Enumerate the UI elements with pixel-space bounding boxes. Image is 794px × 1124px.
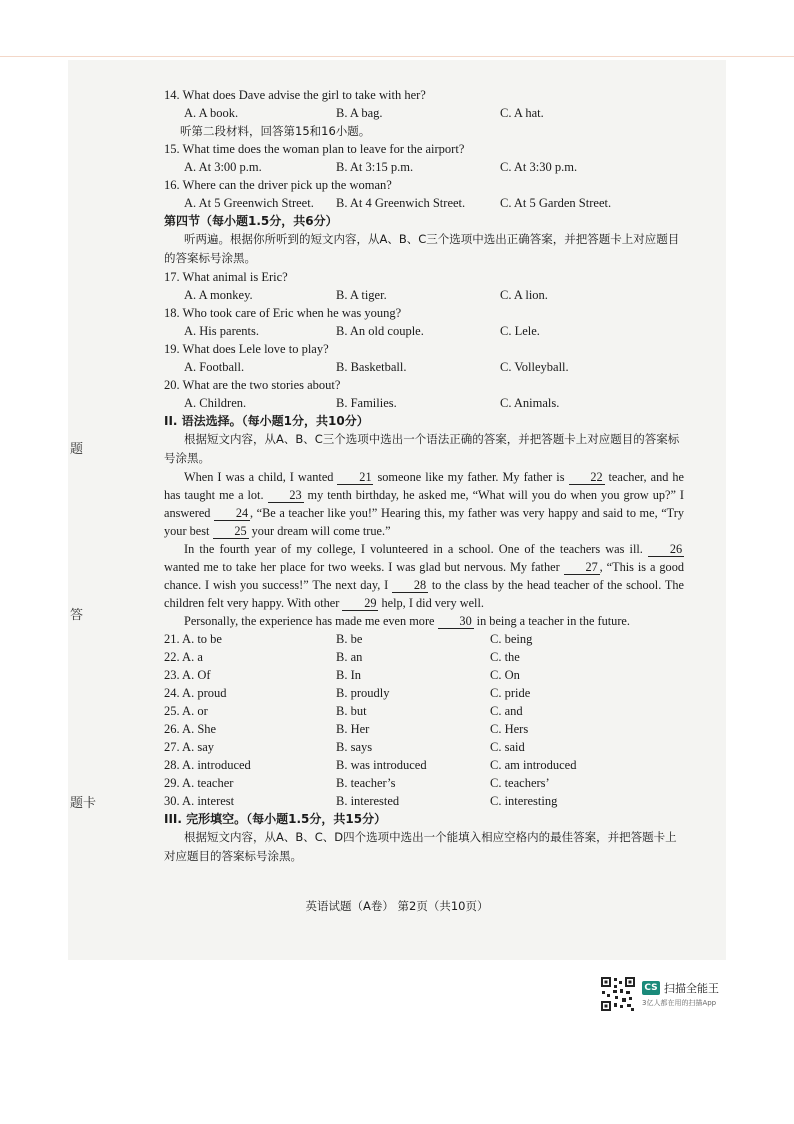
choice-b: B. was introduced: [336, 758, 427, 772]
option-c: C. A hat.: [500, 106, 544, 120]
scanner-watermark: [600, 976, 730, 1012]
choice-b: B. In: [336, 668, 361, 682]
choice-c: C. am introduced: [490, 758, 577, 772]
option-c: C. At 3:30 p.m.: [500, 160, 578, 174]
choice-row-25: [164, 702, 684, 720]
choice-c: C. interesting: [490, 794, 558, 808]
choice-row-24: [164, 684, 684, 702]
choice-a: 25. A. or: [164, 704, 208, 718]
option-b: B. A bag.: [336, 106, 383, 120]
blank-29: 29: [342, 596, 378, 611]
part-2-title: II. 语法选择。（每小题1分，共10分）: [164, 414, 369, 428]
choice-a: 21. A. to be: [164, 632, 222, 646]
question-17-stem: 17. What animal is Eric?: [164, 270, 288, 284]
choice-row-29: [164, 774, 684, 792]
passage-text: wanted me to take her place for two weeks. I was glad but nervous. My father: [164, 560, 564, 574]
blank-23: 23: [268, 488, 304, 503]
passage-paragraph-2: [164, 540, 684, 612]
qr-code-icon: [600, 976, 636, 1012]
question-19-options: [164, 358, 684, 376]
question-15-options: [164, 158, 684, 176]
exam-content: [164, 86, 684, 866]
option-a: A. Children.: [184, 396, 247, 410]
choice-b: B. be: [336, 632, 363, 646]
question-17-options: [164, 286, 684, 304]
passage-text: Personally, the experience has made me even more: [184, 614, 438, 628]
option-a: A. A book.: [184, 106, 239, 120]
choice-row-23: [164, 666, 684, 684]
choice-a: 22. A. a: [164, 650, 203, 664]
choice-row-27: [164, 738, 684, 756]
choice-c: C. said: [490, 740, 525, 754]
choice-a: 23. A. Of: [164, 668, 211, 682]
option-b: B. An old couple.: [336, 324, 424, 338]
option-a: A. At 5 Greenwich Street.: [184, 196, 314, 210]
passage-text: my tenth birthday, he asked me, “What will you do when you grow up?” I answered: [164, 488, 684, 520]
part-3-instructions: 根据短文内容，从A、B、C、D四个选项中选出一个能填入相应空格内的最佳答案，并把答题卡上对应题目的答案标号涂黑。: [164, 830, 677, 863]
scanner-app-name: 扫描全能王: [664, 982, 719, 995]
passage-text: someone like my father. My father is: [373, 470, 569, 484]
choice-row-21: [164, 630, 684, 648]
option-b: B. A tiger.: [336, 288, 387, 302]
question-14-stem: 14. What does Dave advise the girl to take with her?: [164, 88, 426, 102]
passage-text: to the class by the head teacher of the school. The children felt very happy. With other: [164, 578, 684, 610]
passage-text: teacher, and he has taught me a lot.: [164, 470, 684, 502]
option-c: C. A lion.: [500, 288, 548, 302]
passage-text: in being a teacher in the future.: [473, 614, 630, 628]
choice-a: 26. A. She: [164, 722, 217, 736]
passage-paragraph-1: [164, 468, 684, 540]
page-footer: 英语试题（A卷） 第2页（共10页）: [305, 899, 489, 913]
part-2-instructions: 根据短文内容，从A、B、C三个选项中选出一个语法正确的答案，并把答题卡上对应题目的答案标号涂黑。: [164, 432, 680, 465]
option-c: C. Volleyball.: [500, 360, 569, 374]
section-4-instructions: 听两遍。根据你所听到的短文内容，从A、B、C三个选项中选出正确答案，并把答题卡上对应题目的答案标号涂黑。: [164, 232, 680, 265]
blank-21: 21: [337, 470, 373, 485]
option-c: C. At 5 Garden Street.: [500, 196, 612, 210]
choice-b: B. an: [336, 650, 363, 664]
scanner-tagline: 3亿人都在用的扫描App: [642, 999, 717, 1007]
choice-b: B. interested: [336, 794, 400, 808]
blank-27: 27: [564, 560, 600, 575]
choice-a: 28. A. introduced: [164, 758, 251, 772]
passage-paragraph-3: [164, 612, 684, 630]
choice-b: B. says: [336, 740, 373, 754]
choice-a: 30. A. interest: [164, 794, 235, 808]
option-b: B. Basketball.: [336, 360, 407, 374]
choice-c: C. On: [490, 668, 520, 682]
choice-b: B. teacher’s: [336, 776, 396, 790]
choice-c: C. teachers’: [490, 776, 550, 790]
option-b: B. At 4 Greenwich Street.: [336, 196, 466, 210]
choice-a: 29. A. teacher: [164, 776, 234, 790]
section-4-title: 第四节（每小题1.5分，共6分）: [164, 214, 338, 228]
choice-b: B. but: [336, 704, 367, 718]
choice-b: B. Her: [336, 722, 370, 736]
passage-text: , “Be a teacher like you!” Hearing this, my father was very happy and said to me, “Try your best: [164, 506, 684, 538]
option-a: A. A monkey.: [184, 288, 253, 302]
blank-25: 25: [213, 524, 249, 539]
section-direction: 听第二段材料，回答第15和16小题。: [180, 124, 371, 138]
choice-c: C. Hers: [490, 722, 529, 736]
option-c: C. Animals.: [500, 396, 560, 410]
question-18-options: [164, 322, 684, 340]
question-20-stem: 20. What are the two stories about?: [164, 378, 341, 392]
question-16-options: [164, 194, 684, 212]
option-a: A. Football.: [184, 360, 245, 374]
choice-c: C. being: [490, 632, 533, 646]
camscanner-logo-icon: CS: [642, 981, 660, 995]
question-16-stem: 16. Where can the driver pick up the woman?: [164, 178, 392, 192]
choice-c: C. the: [490, 650, 520, 664]
option-a: A. At 3:00 p.m.: [184, 160, 262, 174]
choice-row-28: [164, 756, 684, 774]
passage-text: help, I did very well.: [378, 596, 484, 610]
part-3-title: III. 完形填空。（每小题1.5分，共15分）: [164, 812, 387, 826]
blank-26: 26: [648, 542, 684, 557]
margin-mark-3: 题卡: [70, 796, 97, 811]
top-edge-line: [0, 56, 794, 57]
choice-b: B. proudly: [336, 686, 390, 700]
choice-c: C. and: [490, 704, 523, 718]
question-14-options: [164, 104, 684, 122]
question-15-stem: 15. What time does the woman plan to leave for the airport?: [164, 142, 465, 156]
choice-a: 27. A. say: [164, 740, 214, 754]
option-b: B. Families.: [336, 396, 397, 410]
choice-c: C. pride: [490, 686, 531, 700]
margin-mark-2: 答: [70, 608, 84, 623]
margin-mark-1: 题: [70, 442, 84, 457]
option-c: C. Lele.: [500, 324, 540, 338]
passage-text: In the fourth year of my college, I volunteered in a school. One of the teachers was ill.: [184, 542, 648, 556]
question-20-options: [164, 394, 684, 412]
choice-row-26: [164, 720, 684, 738]
choice-row-30: [164, 792, 684, 810]
blank-22: 22: [569, 470, 605, 485]
passage-text: When I was a child, I wanted: [184, 470, 338, 484]
question-18-stem: 18. Who took care of Eric when he was young?: [164, 306, 402, 320]
option-b: B. At 3:15 p.m.: [336, 160, 414, 174]
blank-28: 28: [392, 578, 428, 593]
blank-24: 24: [214, 506, 250, 521]
question-19-stem: 19. What does Lele love to play?: [164, 342, 329, 356]
choice-a: 24. A. proud: [164, 686, 227, 700]
passage-text: your dream will come true.”: [248, 524, 391, 538]
option-a: A. His parents.: [184, 324, 259, 338]
passage-text: , “This is a good chance. I wish you success!” The next day, I: [164, 560, 684, 592]
choice-list: [164, 630, 684, 810]
blank-30: 30: [438, 614, 474, 629]
choice-row-22: [164, 648, 684, 666]
